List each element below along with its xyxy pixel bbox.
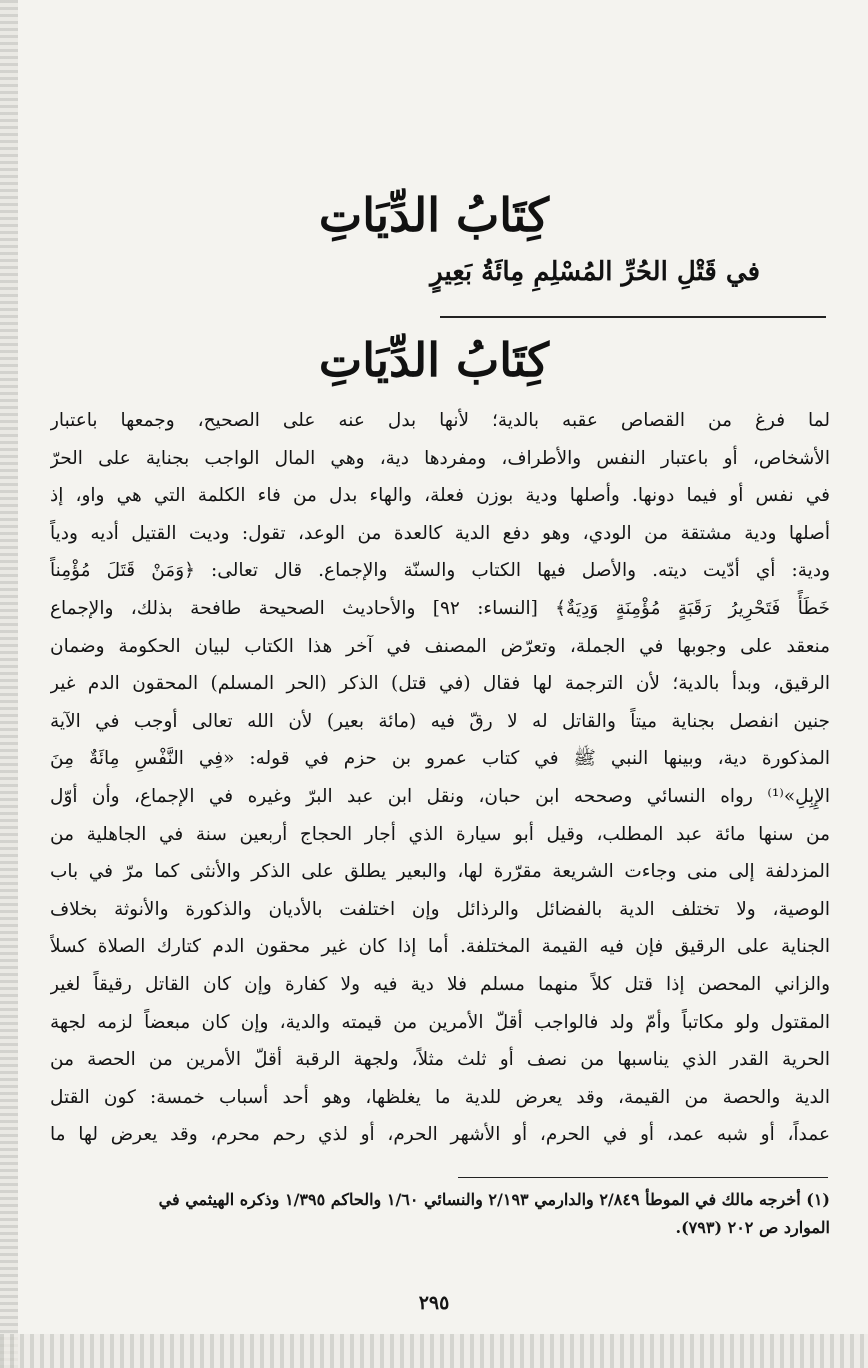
body-line: الرقيق، وبدأ بالدية؛ لأن الترجمة لها فقال (في قتل) الذكر (الحر المسلم) المحقون الدم غير (50, 673, 830, 695)
footnote-line: (١) أخرجه مالك في الموطأ ٢/٨٤٩ والدارمي ٢/١٩٣ والنسائي ١/٦٠ والحاكم ١/٣٩٥ وذكره الهيثمي في (158, 1190, 830, 1209)
title-divider (440, 316, 826, 318)
chapter-title-main: كِتَابُ الدِّيَاتِ (318, 333, 550, 387)
body-line: والزاني المحصن إذا قتل كلاً منهما مسلم فلا دية فيه ولا كفارة وإن كان القاتل رقيقاً لغير (50, 973, 830, 995)
footnote (50, 1186, 830, 1242)
body-line: جنين انفصل بجناية ميتاً والقاتل له لا رقّ فيه (مائة بعير) لأن الله تعالى أوجب في الآية (50, 710, 830, 732)
body-line: الحرية القدر الذي يناسبها من نصف أو ثلث مثلاً، ولجهة الرقبة أقلّ الأمرين من الحصة من (50, 1049, 830, 1071)
footnote-divider (458, 1177, 828, 1178)
body-line: عمداً، أو شبه عمد، أو في الحرم، أو الأشهر الحرم، أو لذي رحم محرم، وقد يعرض لها ما (50, 1124, 830, 1146)
body-line: الإِبِلِ»⁽¹⁾ رواه النسائي وصححه ابن حبان، ونقل ابن عبد البرّ وغيره في الإجماع، وأن أوّل (50, 785, 830, 807)
body-line: منعقد على وجوبها في الجملة، وتعرّض المصنف في آخر هذا الكتاب لبيان الحكومة وضمان (50, 635, 830, 657)
chapter-subtitle: في قَتْلِ الحُرِّ المُسْلِمِ مِائَةُ بَعِيرٍ (430, 257, 760, 287)
page-number: ٢٩٥ (418, 1292, 450, 1314)
body-line: الجناية على الرقيق فإن فيه القيمة المختلفة. أما إذا كان غير محقون الدم كتارك الصلاة كسلاً (50, 936, 830, 958)
body-line: الأشخاص، أو باعتبار النفس والأطراف، ومفردها دية، وهي المال الواجب بجناية على الحرّ (50, 447, 830, 469)
body-line: المزدلفة إلى منى وجاءت الشريعة مقرّرة لها، والبعير يطلق على الذكر والأنثى كما مرّ في باب (50, 861, 830, 883)
commentary-body (50, 402, 830, 1154)
body-line: لما فرغ من القصاص عقبه بالدية؛ لأنها بدل عنه على الصحيح، وجمعها باعتبار (50, 410, 830, 431)
body-line: الوصية، ولا تختلف الدية بالفضائل والرذائل وإن اختلفت بالأديان والذكورة والأنوثة بخلاف (50, 898, 830, 920)
page-bottom-edge (0, 1334, 868, 1368)
body-line: المذكورة دية، وبينها النبي ﷺ في كتاب عمرو بن حزم في قوله: «فِي النَّفْسِ مِائَةٌ مِنَ (50, 748, 830, 770)
body-line: خَطَأً فَتَحْرِيرُ رَقَبَةٍ مُؤْمِنَةٍ وَدِيَةٌ﴾ [النساء: ٩٢] والأحاديث الصحيحة طافحة بذلك، والإجماع (50, 597, 830, 619)
body-line: أصلها ودية مشتقة من الودي، وهو دفع الدية كالعدة من الوعد، تقول: وديت القتيل أديه ودياً (50, 522, 830, 544)
body-line: الدية والحصة من القيمة، وقد يعرض للدية ما يغلظها، وهو أحد أسباب خمسة: كون القتل (50, 1086, 830, 1108)
footnote-line: الموارد ص ٢٠٢ (٧٩٣). (675, 1218, 830, 1237)
body-line: المقتول ولو مكاتباً وأمّ ولد فالواجب أقلّ الأمرين من قيمته والدية، وإن كان مبعضاً لزمه لجهة (50, 1011, 830, 1033)
chapter-title-top: كِتَابُ الدِّيَاتِ (318, 188, 550, 242)
body-line: ودية: أي أدّيت ديته. والأصل فيها الكتاب والسنّة والإجماع. قال تعالى: ﴿وَمَنْ قَتَلَ مُؤْمِناً (50, 560, 830, 582)
body-line: من سنها مائة عبد المطلب، وقيل أبو سيارة الذي أجار الحجاج أربعين سنة في الجاهلية من (50, 823, 830, 845)
body-line: في نفس أو فيما دونها. وأصلها ودية بوزن فعلة، والهاء بدل من فاء الكلمة التي هي واو، إذ (50, 485, 830, 507)
